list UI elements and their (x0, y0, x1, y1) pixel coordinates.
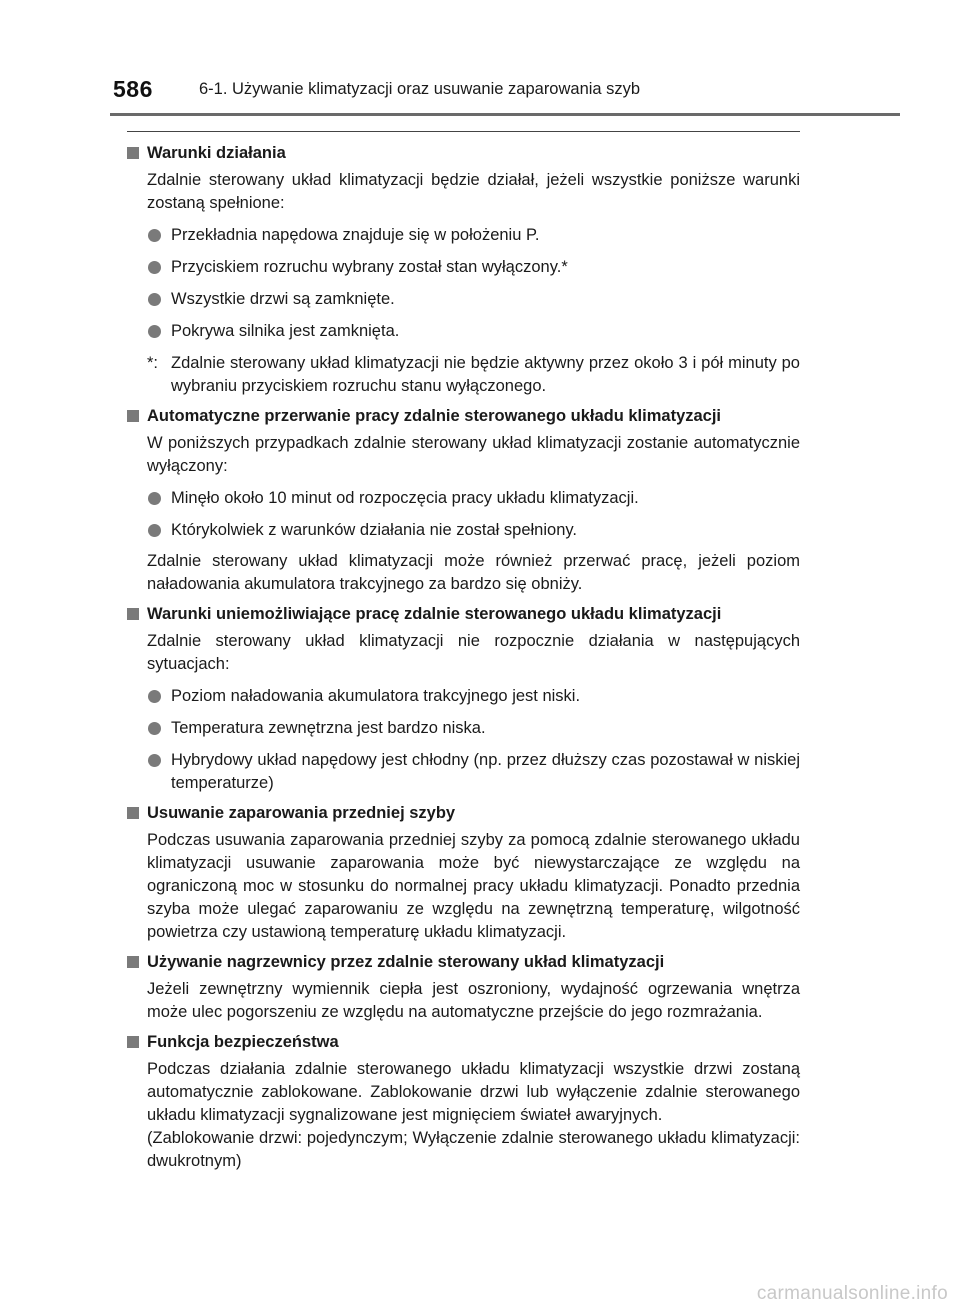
section-paragraph: Zdalnie sterowany układ klimatyzacji może również przerwać pracę, jeżeli poziom naładowania akumulatora trakcyjnego za bardzo się obniży. (147, 552, 800, 593)
section-paragraph: Jeżeli zewnętrzny wymiennik ciepła jest oszroniony, wydajność ogrzewania wnętrza może ulec pogorszeniu ze względu na automatyczne przejście do jego rozmrażania. (147, 980, 800, 1021)
list-item: Wszystkie drzwi są zamknięte. (147, 288, 800, 311)
page-header (0, 0, 960, 120)
square-bullet-icon (127, 956, 139, 968)
section-paragraph: Podczas usuwania zaparowania przedniej szyby za pomocą zdalnie sterowanego układu klimatyzacji usuwanie zaparowania może być niewystarczające ze względu na ograniczoną moc w stosunku do normalnej pracy układu klimatyzacji. Ponadto przednia szyba może ulegać zaparowaniu ze względu na zewnętrzną temperaturę, wilgotność powietrza czy ustawioną temperaturę układu klimatyzacji. (147, 831, 800, 941)
list-item: Hybrydowy układ napędowy jest chłodny (np. przez dłuższy czas pozostawał w niskiej temperaturze) (147, 749, 800, 795)
circle-bullet-icon (148, 293, 161, 306)
square-bullet-icon (127, 1036, 139, 1048)
list-item: Przekładnia napędowa znajduje się w położeniu P. (147, 224, 800, 247)
list-item: Poziom naładowania akumulatora trakcyjnego jest niski. (147, 685, 800, 708)
list-item: Temperatura zewnętrzna jest bardzo niska. (147, 717, 800, 740)
header-divider (110, 113, 900, 116)
section-heading: Automatyczne przerwanie pracy zdalnie sterowanego układu klimatyzacji (127, 405, 800, 428)
section-divider (127, 131, 800, 132)
section-paragraph: Zdalnie sterowany układ klimatyzacji nie rozpocznie działania w następujących sytuacjach: (147, 632, 800, 673)
circle-bullet-icon (148, 261, 161, 274)
footnote-mark: *: (147, 354, 159, 372)
list-item: Minęło około 10 minut od rozpoczęcia pracy układu klimatyzacji. (147, 487, 800, 510)
footnote: *: Zdalnie sterowany układ klimatyzacji nie będzie aktywny przez około 3 i pół minuty po wybraniu przyciskiem rozruchu stanu wyłączonego. (147, 354, 800, 395)
square-bullet-icon (127, 608, 139, 620)
section-paragraph: W poniższych przypadkach zdalnie sterowany układ klimatyzacji zostanie automatycznie wyłączony: (147, 434, 800, 475)
section-heading: Warunki uniemożliwiające pracę zdalnie sterowanego układu klimatyzacji (127, 603, 800, 626)
square-bullet-icon (127, 807, 139, 819)
circle-bullet-icon (148, 492, 161, 505)
page-content (127, 138, 800, 1173)
square-bullet-icon (127, 410, 139, 422)
list-item: Pokrywa silnika jest zamknięta. (147, 320, 800, 343)
section-paragraph: Podczas działania zdalnie sterowanego układu klimatyzacji wszystkie drzwi zostaną automatycznie zablokowane. Zablokowanie drzwi lub wyłączenie zdalnie sterowanego układu klimatyzacji sygnalizowane jest mignięciem świateł awaryjnych. (147, 1060, 800, 1124)
circle-bullet-icon (148, 722, 161, 735)
square-bullet-icon (127, 147, 139, 159)
list-item: Przyciskiem rozruchu wybrany został stan wyłączony.* (147, 256, 800, 279)
circle-bullet-icon (148, 524, 161, 537)
section-heading: Usuwanie zaparowania przedniej szyby (127, 802, 800, 825)
circle-bullet-icon (148, 690, 161, 703)
chapter-title: 6-1. Używanie klimatyzacji oraz usuwanie zaparowania szyb (199, 80, 641, 98)
list-item: Którykolwiek z warunków działania nie został spełniony. (147, 519, 800, 542)
circle-bullet-icon (148, 325, 161, 338)
section-heading: Używanie nagrzewnicy przez zdalnie sterowany układ klimatyzacji (127, 951, 800, 974)
watermark: carmanualsonline.info (756, 1283, 948, 1304)
section-paragraph: (Zablokowanie drzwi: pojedynczym; Wyłączenie zdalnie sterowanego układu klimatyzacji: dwukrotnym) (147, 1129, 800, 1170)
section-paragraph: Zdalnie sterowany układ klimatyzacji będzie działał, jeżeli wszystkie poniższe warunki zostaną spełnione: (147, 171, 800, 212)
circle-bullet-icon (148, 754, 161, 767)
section-heading: Funkcja bezpieczeństwa (127, 1031, 800, 1054)
page-number: 586 (113, 76, 153, 102)
section-heading: Warunki działania (127, 142, 800, 165)
circle-bullet-icon (148, 229, 161, 242)
